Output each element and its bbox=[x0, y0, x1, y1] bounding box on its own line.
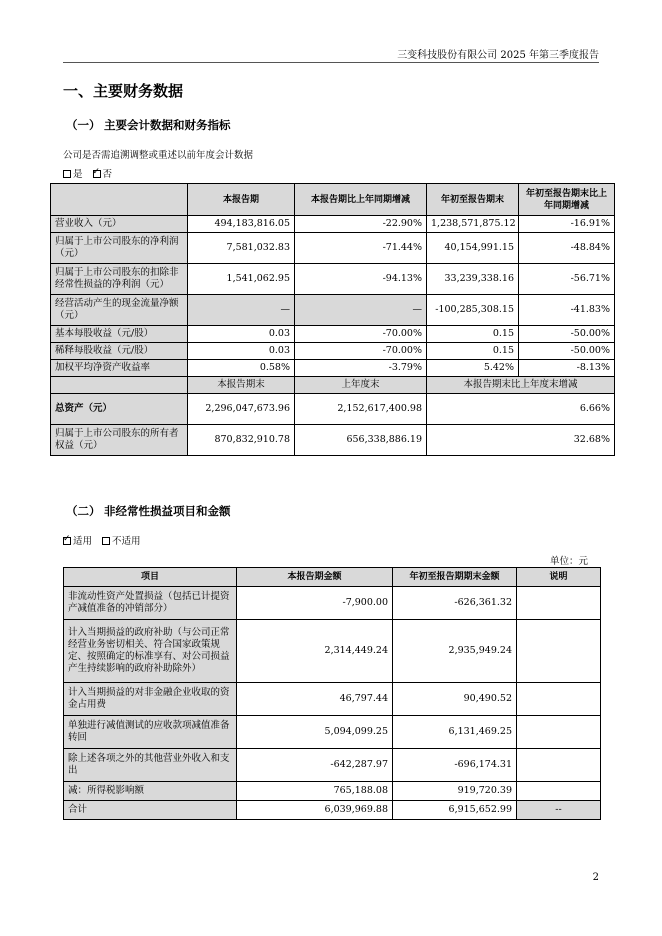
subsection-label: 非经常性损益项目和金额 bbox=[104, 504, 231, 518]
checkbox-yes-icon[interactable] bbox=[63, 170, 71, 178]
table-cell: 基本每股收益（元/股） bbox=[51, 326, 188, 343]
table-cell: -70.00% bbox=[295, 343, 427, 360]
table-cell: 7,581,032.83 bbox=[188, 233, 295, 264]
checkbox-no-icon[interactable] bbox=[93, 170, 101, 178]
table-cell: 非流动性资产处置损益（包括已计提资产减值准备的冲销部分） bbox=[64, 587, 237, 620]
table-cell bbox=[517, 620, 601, 683]
table-row bbox=[51, 233, 615, 264]
table-cell bbox=[517, 683, 601, 716]
table-header-cell: 项目 bbox=[64, 568, 237, 587]
table-cell: -50.00% bbox=[519, 343, 615, 360]
subsection-number: （一） bbox=[66, 118, 101, 132]
table-cell: 2,296,047,673.96 bbox=[188, 394, 295, 425]
restate-options bbox=[63, 166, 122, 180]
page-number: 2 bbox=[592, 872, 599, 883]
table-header-cell bbox=[51, 184, 188, 216]
table-cell bbox=[517, 782, 601, 801]
table-cell bbox=[517, 716, 601, 749]
table-cell: 减：所得税影响额 bbox=[64, 782, 237, 801]
option-applicable[interactable]: ✓适用 bbox=[63, 536, 92, 547]
table-cell: 6,131,469.25 bbox=[393, 716, 517, 749]
table-cell: 归属于上市公司股东的净利润（元） bbox=[51, 233, 188, 264]
subsection-title-1 bbox=[66, 117, 231, 133]
table-cell: 46,797.44 bbox=[237, 683, 393, 716]
checkbox-not-applicable-icon[interactable] bbox=[102, 537, 110, 545]
table-cell: 0.03 bbox=[188, 343, 295, 360]
table-cell: -16.91% bbox=[519, 216, 615, 233]
table-header-cell: 年初至报告期期末金额 bbox=[393, 568, 517, 587]
table-row bbox=[51, 216, 615, 233]
table-row bbox=[64, 620, 601, 683]
checkbox-applicable-icon[interactable] bbox=[63, 537, 71, 545]
restate-question: 公司是否需追溯调整或重述以前年度会计数据 bbox=[63, 150, 254, 161]
table-cell: -41.83% bbox=[519, 295, 615, 326]
table-cell bbox=[517, 587, 601, 620]
table-header-cell: 年初至报告期末 bbox=[427, 184, 519, 216]
table-row bbox=[51, 295, 615, 326]
table-cell: 5,094,099.25 bbox=[237, 716, 393, 749]
table-cell: -94.13% bbox=[295, 264, 427, 295]
table-row bbox=[64, 749, 601, 782]
table-cell: 归属于上市公司股东的扣除非经常性损益的净利润（元） bbox=[51, 264, 188, 295]
table-cell: -3.79% bbox=[295, 360, 427, 377]
table-cell: -7,900.00 bbox=[237, 587, 393, 620]
table-cell: 656,338,886.19 bbox=[295, 425, 427, 456]
table-cell: 33,239,338.16 bbox=[427, 264, 519, 295]
table-header-row bbox=[64, 568, 601, 587]
table-cell: 40,154,991.15 bbox=[427, 233, 519, 264]
table-cell: 经营活动产生的现金流量净额（元） bbox=[51, 295, 188, 326]
table-row bbox=[51, 394, 615, 425]
table-row bbox=[51, 360, 615, 377]
table-cell: 总资产（元） bbox=[51, 394, 188, 425]
option-no[interactable]: ✓ 否 bbox=[93, 169, 113, 180]
table-row bbox=[51, 425, 615, 456]
table-cell: 0.03 bbox=[188, 326, 295, 343]
table-cell: 2,314,449.24 bbox=[237, 620, 393, 683]
table-cell: — bbox=[188, 295, 295, 326]
table-cell: — bbox=[295, 295, 427, 326]
table-cell: 计入当期损益的政府补助（与公司正常经营业务密切相关、符合国家政策规定、按照确定的标准享有、对公司损益产生持续影响的政府补助除外） bbox=[64, 620, 237, 683]
table-cell: 90,490.52 bbox=[393, 683, 517, 716]
table-cell: 6,039,969.88 bbox=[237, 801, 393, 820]
table-cell: 加权平均净资产收益率 bbox=[51, 360, 188, 377]
table-cell: 2,152,617,400.98 bbox=[295, 394, 427, 425]
table-row bbox=[51, 264, 615, 295]
applicable-options bbox=[63, 533, 151, 547]
table-cell: 0.58% bbox=[188, 360, 295, 377]
table-row bbox=[64, 587, 601, 620]
table-cell: 0.15 bbox=[427, 326, 519, 343]
table-cell: 2,935,949.24 bbox=[393, 620, 517, 683]
table-cell: 6,915,652.99 bbox=[393, 801, 517, 820]
table-cell: -22.90% bbox=[295, 216, 427, 233]
page-header: 三变科技股份有限公司 2025 年第三季度报告 bbox=[63, 46, 599, 63]
table-row bbox=[64, 716, 601, 749]
table-cell: -56.71% bbox=[519, 264, 615, 295]
table-header-cell: 本报告期比上年同期增减 bbox=[295, 184, 427, 216]
table-total-row bbox=[64, 801, 601, 820]
table-cell: -50.00% bbox=[519, 326, 615, 343]
table-cell: 本报告期末比上年度末增减 bbox=[427, 377, 615, 394]
table-cell: -8.13% bbox=[519, 360, 615, 377]
table-cell bbox=[517, 749, 601, 782]
table-cell: 上年度末 bbox=[295, 377, 427, 394]
table-cell: 0.15 bbox=[427, 343, 519, 360]
table-cell: 870,832,910.78 bbox=[188, 425, 295, 456]
table-cell: 本报告期末 bbox=[188, 377, 295, 394]
table-row bbox=[64, 683, 601, 716]
table-cell: 单独进行减值测试的应收款项减值准备转回 bbox=[64, 716, 237, 749]
table-cell: -100,285,308.15 bbox=[427, 295, 519, 326]
table-row bbox=[51, 343, 615, 360]
table-subheader-row bbox=[51, 377, 615, 394]
table-cell: 营业收入（元） bbox=[51, 216, 188, 233]
option-not-applicable[interactable]: 不适用 bbox=[102, 536, 141, 547]
table-cell: 919,720.39 bbox=[393, 782, 517, 801]
unit-label: 单位：元 bbox=[549, 556, 588, 567]
subsection-number: （二） bbox=[66, 504, 101, 518]
section-title: 一、主要财务数据 bbox=[63, 82, 184, 100]
financial-data-table bbox=[50, 183, 615, 456]
table-header-cell: 本报告期金额 bbox=[237, 568, 393, 587]
table-cell: -626,361.32 bbox=[393, 587, 517, 620]
table-header-cell: 说明 bbox=[517, 568, 601, 587]
option-yes[interactable]: 是 bbox=[63, 169, 83, 180]
table-cell: 除上述各项之外的其他营业外收入和支出 bbox=[64, 749, 237, 782]
table-cell: -71.44% bbox=[295, 233, 427, 264]
table-row bbox=[64, 782, 601, 801]
table-cell: 1,541,062.95 bbox=[188, 264, 295, 295]
table-cell: -642,287.97 bbox=[237, 749, 393, 782]
table-cell: -696,174.31 bbox=[393, 749, 517, 782]
table-header-cell: 本报告期 bbox=[188, 184, 295, 216]
table-cell: -- bbox=[517, 801, 601, 820]
table-cell: 合计 bbox=[64, 801, 237, 820]
table-cell: 32.68% bbox=[427, 425, 615, 456]
table-cell: 765,188.08 bbox=[237, 782, 393, 801]
table-cell bbox=[51, 377, 188, 394]
non-recurring-items-table bbox=[63, 567, 601, 820]
table-cell: -70.00% bbox=[295, 326, 427, 343]
table-cell: -48.84% bbox=[519, 233, 615, 264]
table-cell: 计入当期损益的对非金融企业收取的资金占用费 bbox=[64, 683, 237, 716]
table-cell: 5.42% bbox=[427, 360, 519, 377]
table-cell: 归属于上市公司股东的所有者权益（元） bbox=[51, 425, 188, 456]
table-cell: 6.66% bbox=[427, 394, 615, 425]
table-cell: 494,183,816.05 bbox=[188, 216, 295, 233]
table-cell: 1,238,571,875.12 bbox=[427, 216, 519, 233]
table-row bbox=[51, 326, 615, 343]
subsection-label: 主要会计数据和财务指标 bbox=[104, 118, 231, 132]
table-header-cell: 年初至报告期末比上年同期增减 bbox=[519, 184, 615, 216]
table-cell: 稀释每股收益（元/股） bbox=[51, 343, 188, 360]
subsection-title-2 bbox=[66, 503, 231, 519]
table-header-row bbox=[51, 184, 615, 216]
